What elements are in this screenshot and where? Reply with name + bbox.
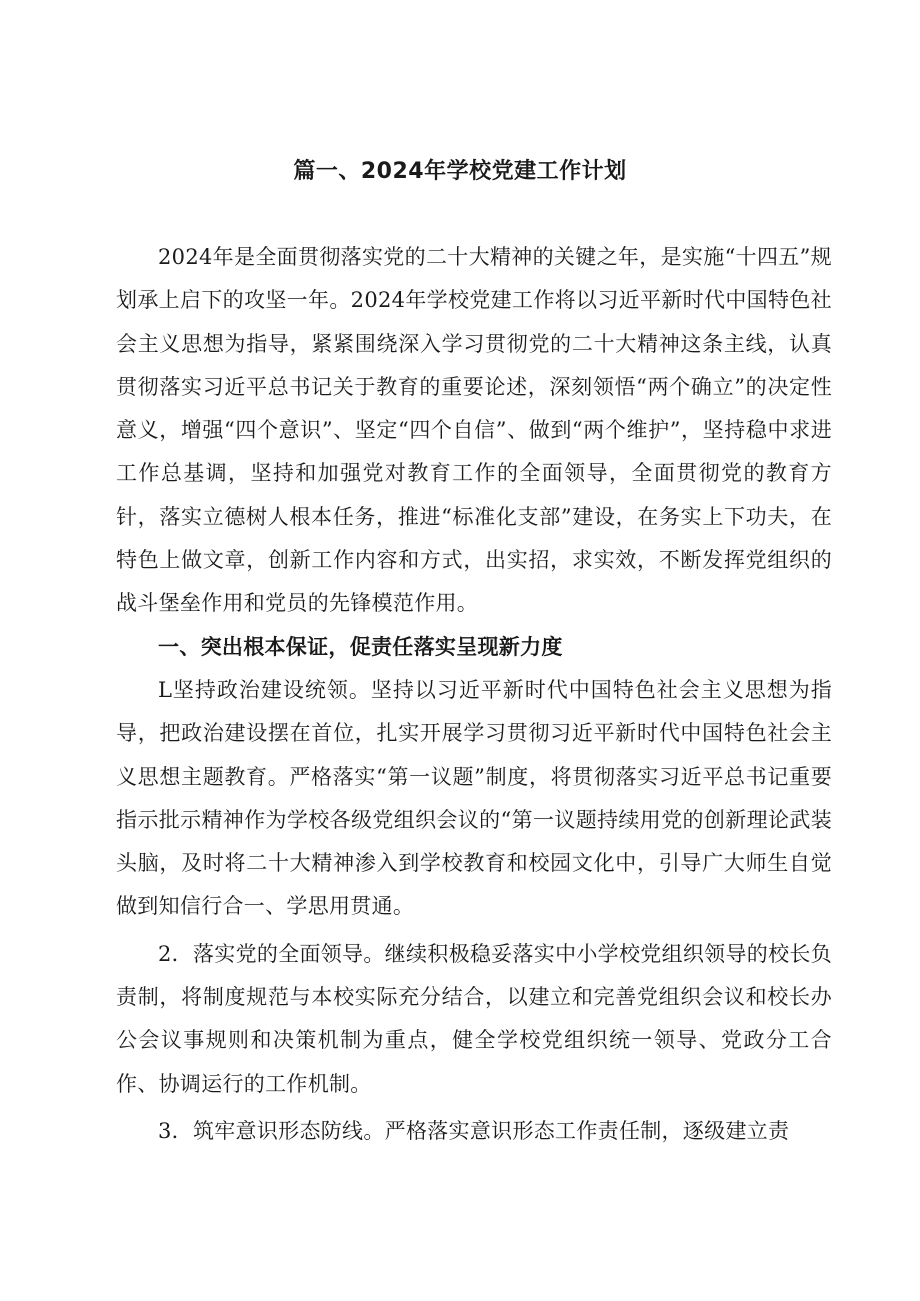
- document-body: [116, 236, 832, 1153]
- item-3-paragraph: 3．筑牢意识形态防线。严格落实意识形态工作责任制，逐级建立责: [158, 1118, 790, 1143]
- section-heading: 一、突出根本保证，促责任落实呈现新力度: [158, 634, 563, 659]
- intro-paragraph: 2024年是全面贯彻落实党的二十大精神的关键之年，是实施“十四五”规划承上启下的攻坚一年。2024年学校党建工作将以习近平新时代中国特色社会主义思想为指导，紧紧围绕深入学习贯彻党的二十大精神这条主线，认真贯彻落实习近平总书记关于教育的重要论述，深刻领悟“两个确立”的决定性意义，增强“四个意识”、坚定“四个自信”、做到“两个维护”，坚持稳中求进工作总基调，坚持和加强党对教育工作的全面领导，全面贯彻党的教育方针，落实立德树人根本任务，推进“标准化支部”建设，在务实上下功夫，在特色上做文章，创新工作内容和方式，出实招，求实效，不断发挥党组织的战斗堡垒作用和党员的先锋模范作用。: [116, 245, 832, 616]
- item-2-paragraph: 2．落实党的全面领导。继续积极稳妥落实中小学校党组织领导的校长负责制，将制度规范与本校实际充分结合，以建立和完善党组织会议和校长办公会议事规则和决策机制为重点，健全学校党组织统一领导、党政分工合作、协调运行的工作机制。: [116, 941, 832, 1096]
- item-1-paragraph: L坚持政治建设统领。坚持以习近平新时代中国特色社会主义思想为指导，把政治建设摆在首位，扎实开展学习贯彻习近平新时代中国特色社会主义思想主题教育。严格落实“第一议题”制度，将贯彻落实习近平总书记重要指示批示精神作为学校各级党组织会议的“第一议题持续用党的创新理论武装头脑，及时将二十大精神渗入到学校教育和校园文化中，引导广大师生自觉做到知信行合一、学思用贯通。: [116, 677, 832, 919]
- document-title: 篇一、2024年学校党建工作计划: [293, 159, 627, 184]
